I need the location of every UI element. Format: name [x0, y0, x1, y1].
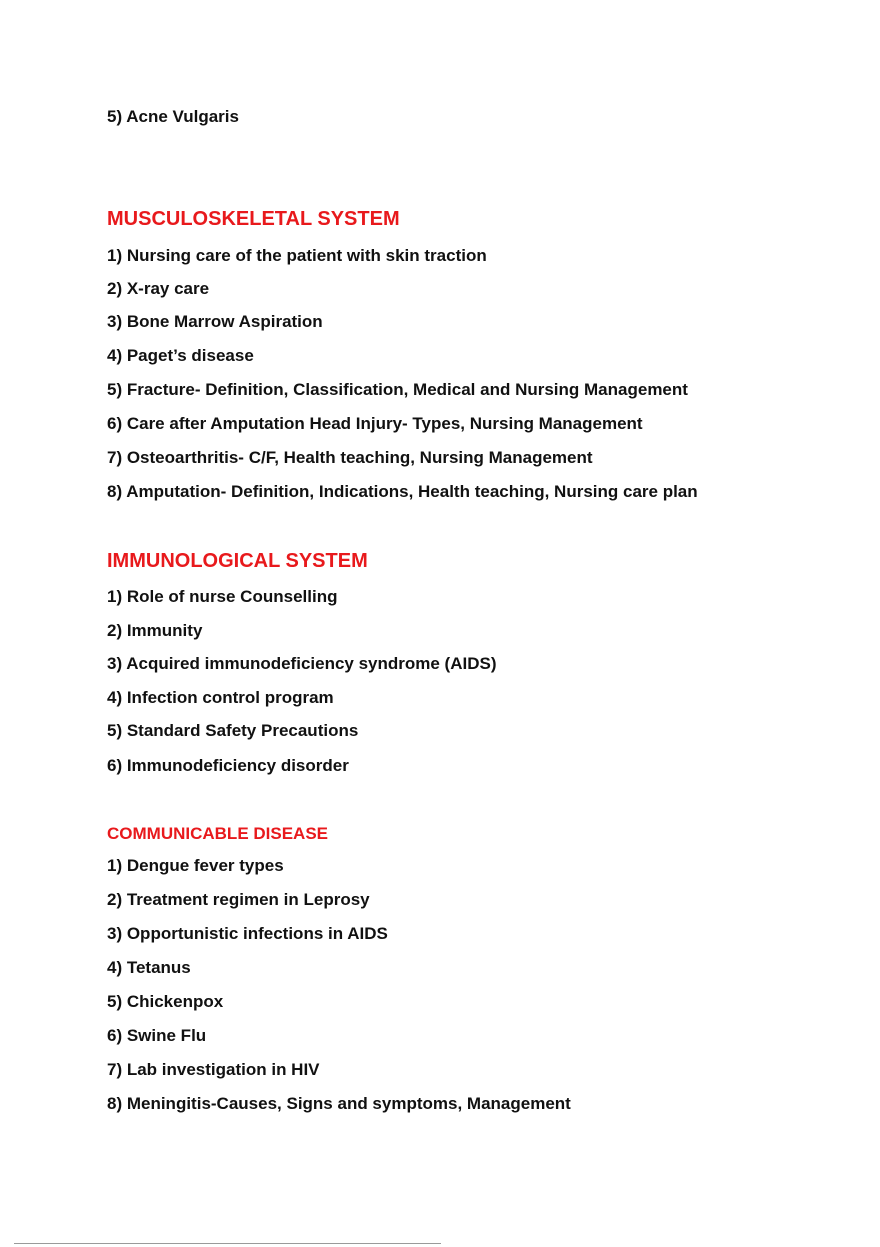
list-item: 5) Standard Safety Precautions: [107, 721, 359, 740]
list-item: 1) Nursing care of the patient with skin traction: [107, 246, 487, 265]
list-item: 6) Care after Amputation Head Injury- Types, Nursing Management: [107, 414, 643, 433]
list-item: 5) Chickenpox: [107, 992, 224, 1011]
list-item: 1) Dengue fever types: [107, 856, 284, 875]
list-item: 3) Opportunistic infections in AIDS: [107, 924, 388, 943]
list-item-acne-vulgaris: 5) Acne Vulgaris: [107, 107, 239, 126]
list-item: 8) Amputation- Definition, Indications, Health teaching, Nursing care plan: [107, 482, 698, 501]
list-item: 4) Paget’s disease: [107, 346, 254, 365]
list-item: 5) Fracture- Definition, Classification, Medical and Nursing Management: [107, 380, 688, 399]
list-item: 3) Acquired immunodeficiency syndrome (AIDS): [107, 654, 497, 673]
list-item: 6) Swine Flu: [107, 1026, 207, 1045]
list-item: 2) Treatment regimen in Leprosy: [107, 890, 370, 909]
list-item: 6) Immunodeficiency disorder: [107, 756, 349, 775]
section-heading-immunological: IMMUNOLOGICAL SYSTEM: [107, 550, 368, 572]
footer-divider: [14, 1243, 441, 1244]
section-heading-communicable-disease: COMMUNICABLE DISEASE: [107, 824, 329, 843]
list-item: 2) X-ray care: [107, 279, 210, 298]
list-item: 4) Tetanus: [107, 958, 191, 977]
section-heading-musculoskeletal: MUSCULOSKELETAL SYSTEM: [107, 208, 400, 230]
list-item: 2) Immunity: [107, 621, 203, 640]
list-item: 1) Role of nurse Counselling: [107, 587, 338, 606]
list-item: 4) Infection control program: [107, 688, 334, 707]
list-item: 7) Osteoarthritis- C/F, Health teaching, Nursing Management: [107, 448, 593, 467]
list-item: 8) Meningitis-Causes, Signs and symptoms, Management: [107, 1094, 571, 1113]
list-item: 7) Lab investigation in HIV: [107, 1060, 320, 1079]
list-item: 3) Bone Marrow Aspiration: [107, 312, 323, 331]
